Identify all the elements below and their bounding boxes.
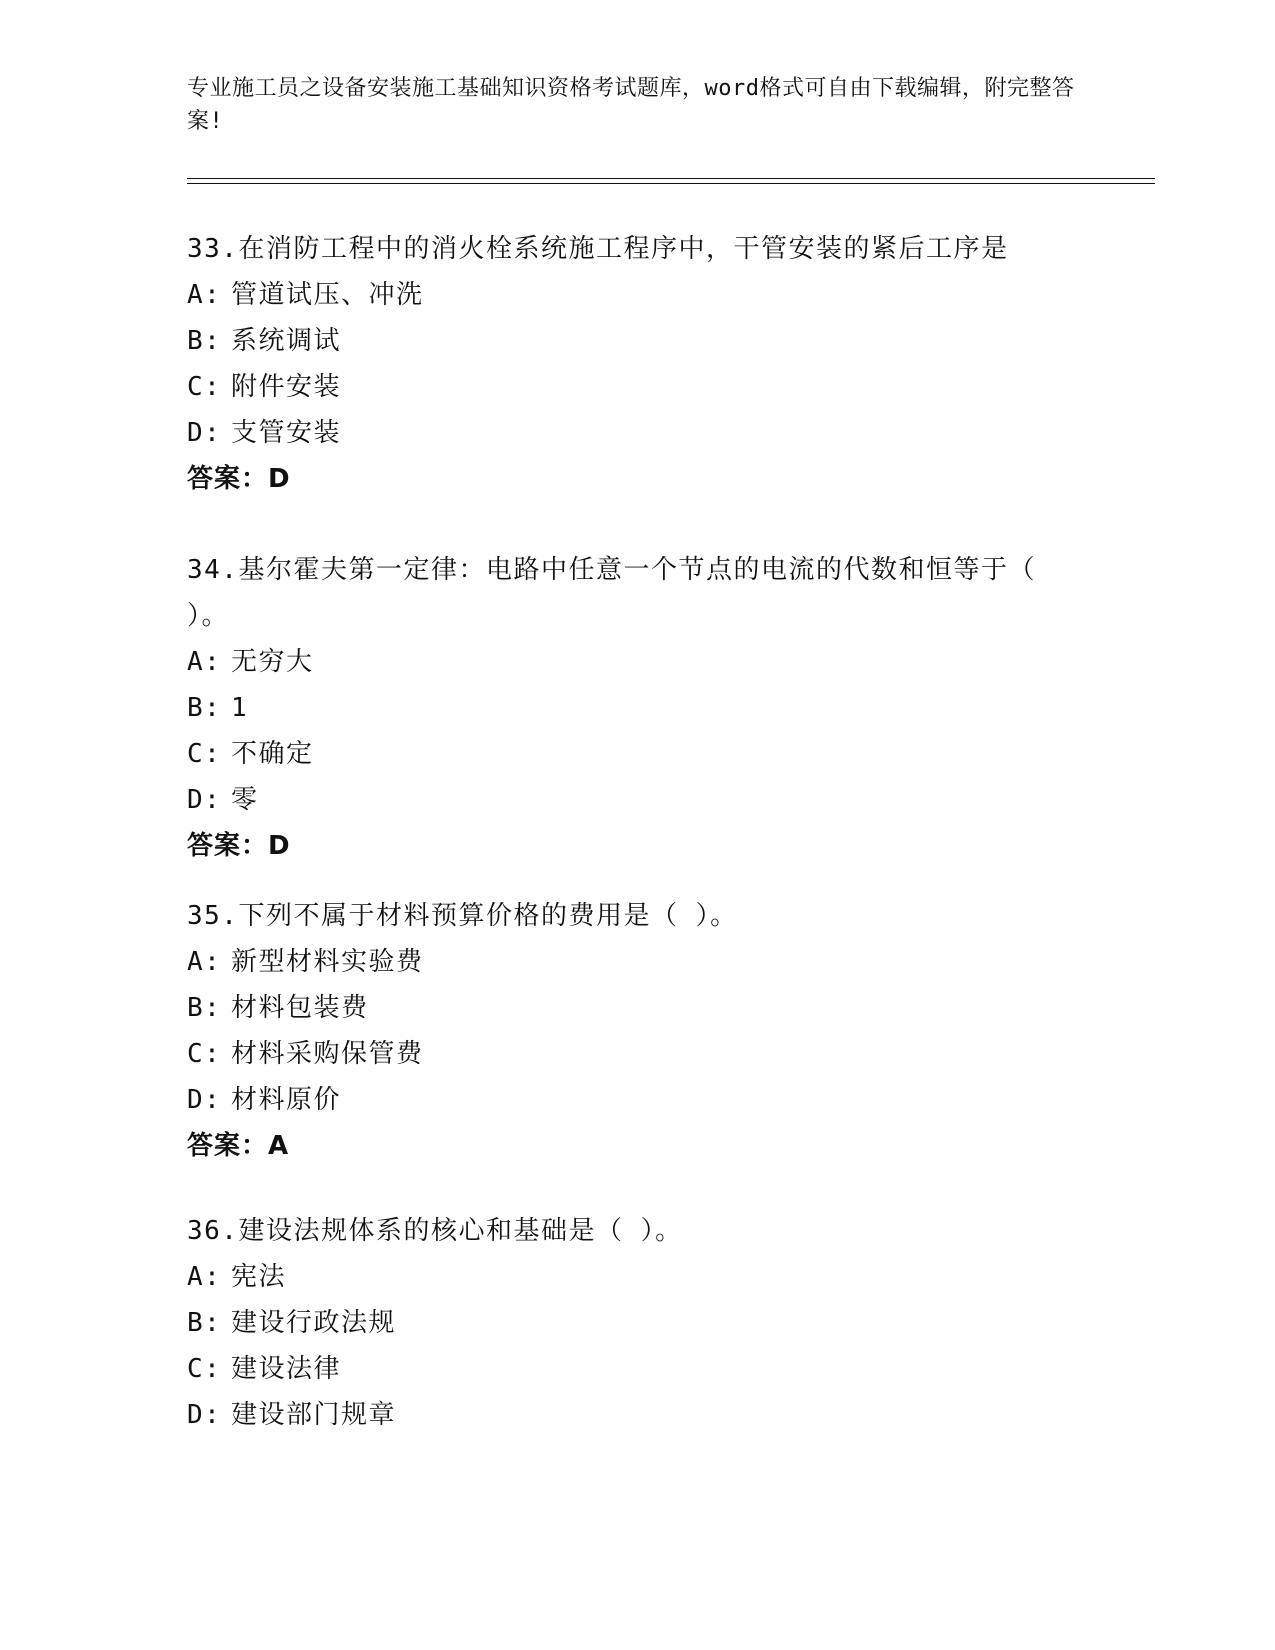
option-c (187, 1346, 1087, 1392)
question-stem: 36.建设法规体系的核心和基础是（ ）。 (187, 1216, 683, 1246)
option-a (187, 939, 1087, 985)
option-key: C: (187, 372, 222, 402)
option-key: A: (187, 280, 222, 310)
option-text: 材料包装费 (231, 993, 369, 1023)
option-b (187, 985, 1087, 1031)
question-stem: 33.在消防工程中的消火栓系统施工程序中，干管安装的紧后工序是 (187, 234, 1009, 264)
question-35 (187, 893, 1087, 1169)
answer-label: 答案：D (187, 464, 291, 494)
question-stem: 35.下列不属于材料预算价格的费用是（ ）。 (187, 901, 738, 931)
question-stem: 34.基尔霍夫第一定律：电路中任意一个节点的电流的代数和恒等于（ ）。 (187, 555, 1036, 631)
option-text: 建设部门规章 (231, 1400, 397, 1430)
option-key: C: (187, 739, 222, 769)
option-text: 宪法 (231, 1262, 287, 1292)
option-text: 附件安装 (231, 372, 342, 402)
option-b (187, 318, 1087, 364)
option-text: 新型材料实验费 (231, 947, 424, 977)
option-c (187, 364, 1087, 410)
document-header: 专业施工员之设备安装施工基础知识资格考试题库，word格式可自由下载编辑，附完整答案! (187, 76, 1075, 134)
option-key: A: (187, 1262, 222, 1292)
option-text: 材料采购保管费 (231, 1039, 424, 1069)
option-key: C: (187, 1354, 222, 1384)
option-text: 不确定 (231, 739, 314, 769)
option-text: 零 (231, 785, 259, 815)
option-c (187, 1031, 1087, 1077)
answer-label: 答案：D (187, 831, 291, 861)
option-text: 1 (231, 693, 249, 723)
option-key: D: (187, 1400, 222, 1430)
option-c (187, 731, 1087, 777)
option-key: B: (187, 326, 222, 356)
option-text: 系统调试 (231, 326, 342, 356)
option-d (187, 1392, 1087, 1438)
option-text: 支管安装 (231, 418, 342, 448)
question-34 (187, 547, 1087, 869)
option-a (187, 1254, 1087, 1300)
option-key: B: (187, 993, 222, 1023)
option-text: 建设法律 (231, 1354, 342, 1384)
option-key: D: (187, 785, 222, 815)
question-36 (187, 1208, 1087, 1438)
option-text: 材料原价 (231, 1085, 342, 1115)
option-key: D: (187, 1085, 222, 1115)
question-33 (187, 226, 1087, 502)
option-key: B: (187, 693, 222, 723)
option-a (187, 272, 1087, 318)
option-key: D: (187, 418, 222, 448)
option-b (187, 1300, 1087, 1346)
option-key: A: (187, 947, 222, 977)
option-key: A: (187, 647, 222, 677)
option-text: 管道试压、冲洗 (231, 280, 424, 310)
option-text: 建设行政法规 (231, 1308, 397, 1338)
answer-label: 答案：A (187, 1131, 290, 1161)
option-d (187, 777, 1087, 823)
option-key: B: (187, 1308, 222, 1338)
option-key: C: (187, 1039, 222, 1069)
option-d (187, 1077, 1087, 1123)
option-a (187, 639, 1087, 685)
option-text: 无穷大 (231, 647, 314, 677)
option-d (187, 410, 1087, 456)
option-b (187, 685, 1087, 731)
header-double-rule (187, 178, 1155, 184)
